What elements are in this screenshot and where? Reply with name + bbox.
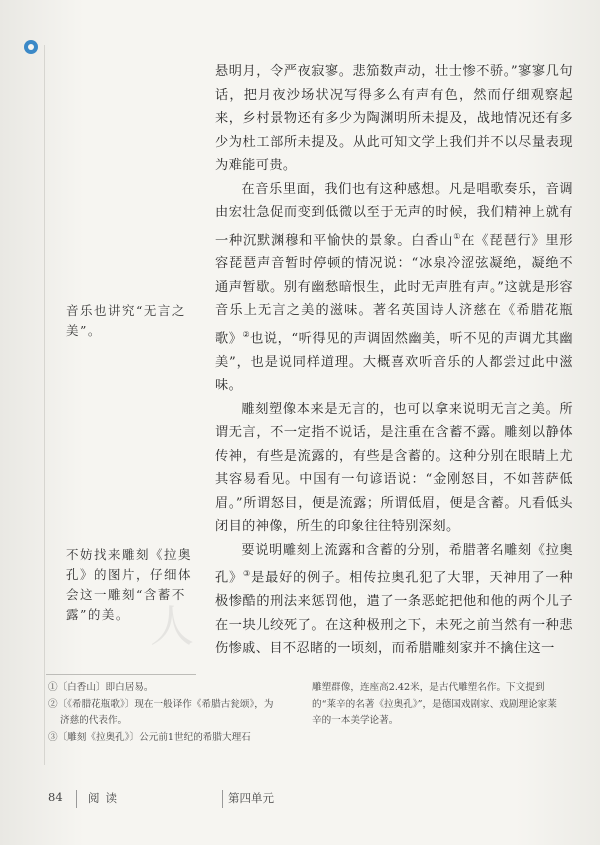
side-note-laocoon: 不妨找来雕刻《拉奥孔》的图片，仔细体会这一雕刻“含蓄不露”的美。 bbox=[66, 547, 193, 622]
paragraph-3: 雕刻塑像本来是无言的，也可以拿来说明无言之美。所谓无言，不一定指不说话，是注重在含蓄不露。雕刻以静体传神，有些是流露的，有些是含蓄的。这种分别在眼睛上尤其容易看见。中国有一句谚语说：“金刚怒目，不如菩萨低眉。”所谓怒目，便是流露；所谓低眉，便是含蓄。凡看低头闭目的神像，所生的印象往往特别深刻。 bbox=[215, 401, 573, 535]
watermark: 人 bbox=[150, 601, 194, 652]
footnote-3: ③〔雕刻《拉奥孔》〕公元前1世纪的希腊大理石 bbox=[48, 731, 251, 743]
footer-separator bbox=[76, 790, 77, 808]
footnote-1: ①〔白香山〕即白居易。 bbox=[48, 682, 154, 693]
page-footer bbox=[48, 790, 560, 810]
footnote-2: ②〔《希腊花瓶歌》〕现在一般译作《希腊古瓮颂》，为济慈的代表作。 bbox=[48, 698, 274, 726]
footnote-divider bbox=[46, 674, 196, 675]
paragraph-4-part-b: 是最好的例子。相传拉奥孔犯了大罪，天神用了一种极惨酷的刑法来惩罚他，遣了一条恶蛇把他和他的两个儿子在一块儿绞死了。在这种极刑之下，未死之前当然有一种悲伤惨戚、目不忍睹的一顷刻，而希腊雕刻家并不擒住这一 bbox=[215, 570, 574, 657]
paragraph-2-part-c: 也说，“听得见的声调固然幽美，听不见的声调尤其幽美”，也是说同样道理。大概喜欢听音乐的人都尝过此中滋味。 bbox=[215, 331, 573, 394]
unit-label: 第四单元 bbox=[228, 791, 274, 805]
book-section: 阅读 bbox=[88, 791, 123, 805]
footnote-marker-2[interactable]: ② bbox=[242, 329, 251, 339]
footnotes-left bbox=[48, 680, 283, 746]
footer-separator-2 bbox=[222, 790, 223, 808]
footnotes-right bbox=[312, 680, 557, 730]
footnote-3-continued: 雕塑群像，连座高2.42米，是古代雕塑名作。下文提到的“莱辛的名著《拉奥孔》”，是德国戏剧家、戏剧理论家莱辛的一本美学论著。 bbox=[312, 682, 557, 726]
paragraph-1: 悬明月，令严夜寂寥。悲笳数声动，壮士惨不骄。”寥寥几句话，把月夜沙场状况写得多么有声有色，然而仔细观察起来，乡村景物还有多少为陶渊明所未提及，战地情况还有多少为杜工部所未提及。从此可知文学上我们并不以尽量表现为难能可贵。 bbox=[215, 64, 573, 173]
margin-divider bbox=[44, 45, 45, 765]
paragraph-4 bbox=[215, 539, 573, 661]
paragraph-2-part-a: 在音乐里面，我们也有这种感想。凡是唱歌奏乐，音调由宏壮急促而变到低微以至于无声的时候，我们精神上就有一种沉默渊穆和平愉快的景象。白香山 bbox=[215, 181, 573, 248]
page-number: 84 bbox=[48, 790, 63, 804]
paragraph-2-part-b: 在《琵琶行》里形容琵琶声音暂时停顿的情况说：“冰泉冷涩弦凝绝，凝绝不通声暂歇。别有幽愁暗恨生，此时无声胜有声。”这就是形容音乐上无言之美的滋味。著名英国诗人济慈在《希腊花瓶歌》 bbox=[215, 232, 573, 347]
paragraph-2 bbox=[215, 178, 573, 398]
main-text bbox=[215, 60, 573, 661]
side-note-music: 音乐也讲究“无言之美”。 bbox=[66, 303, 186, 338]
paragraph-4-part-a: 要说明雕刻上流露和含蓄的分别，希腊著名雕刻《拉奥孔》 bbox=[215, 542, 573, 586]
badge-center bbox=[28, 44, 34, 50]
circle-badge-icon bbox=[24, 40, 38, 54]
footnote-marker-1[interactable]: ① bbox=[453, 231, 462, 241]
footnote-marker-3[interactable]: ③ bbox=[243, 569, 252, 579]
